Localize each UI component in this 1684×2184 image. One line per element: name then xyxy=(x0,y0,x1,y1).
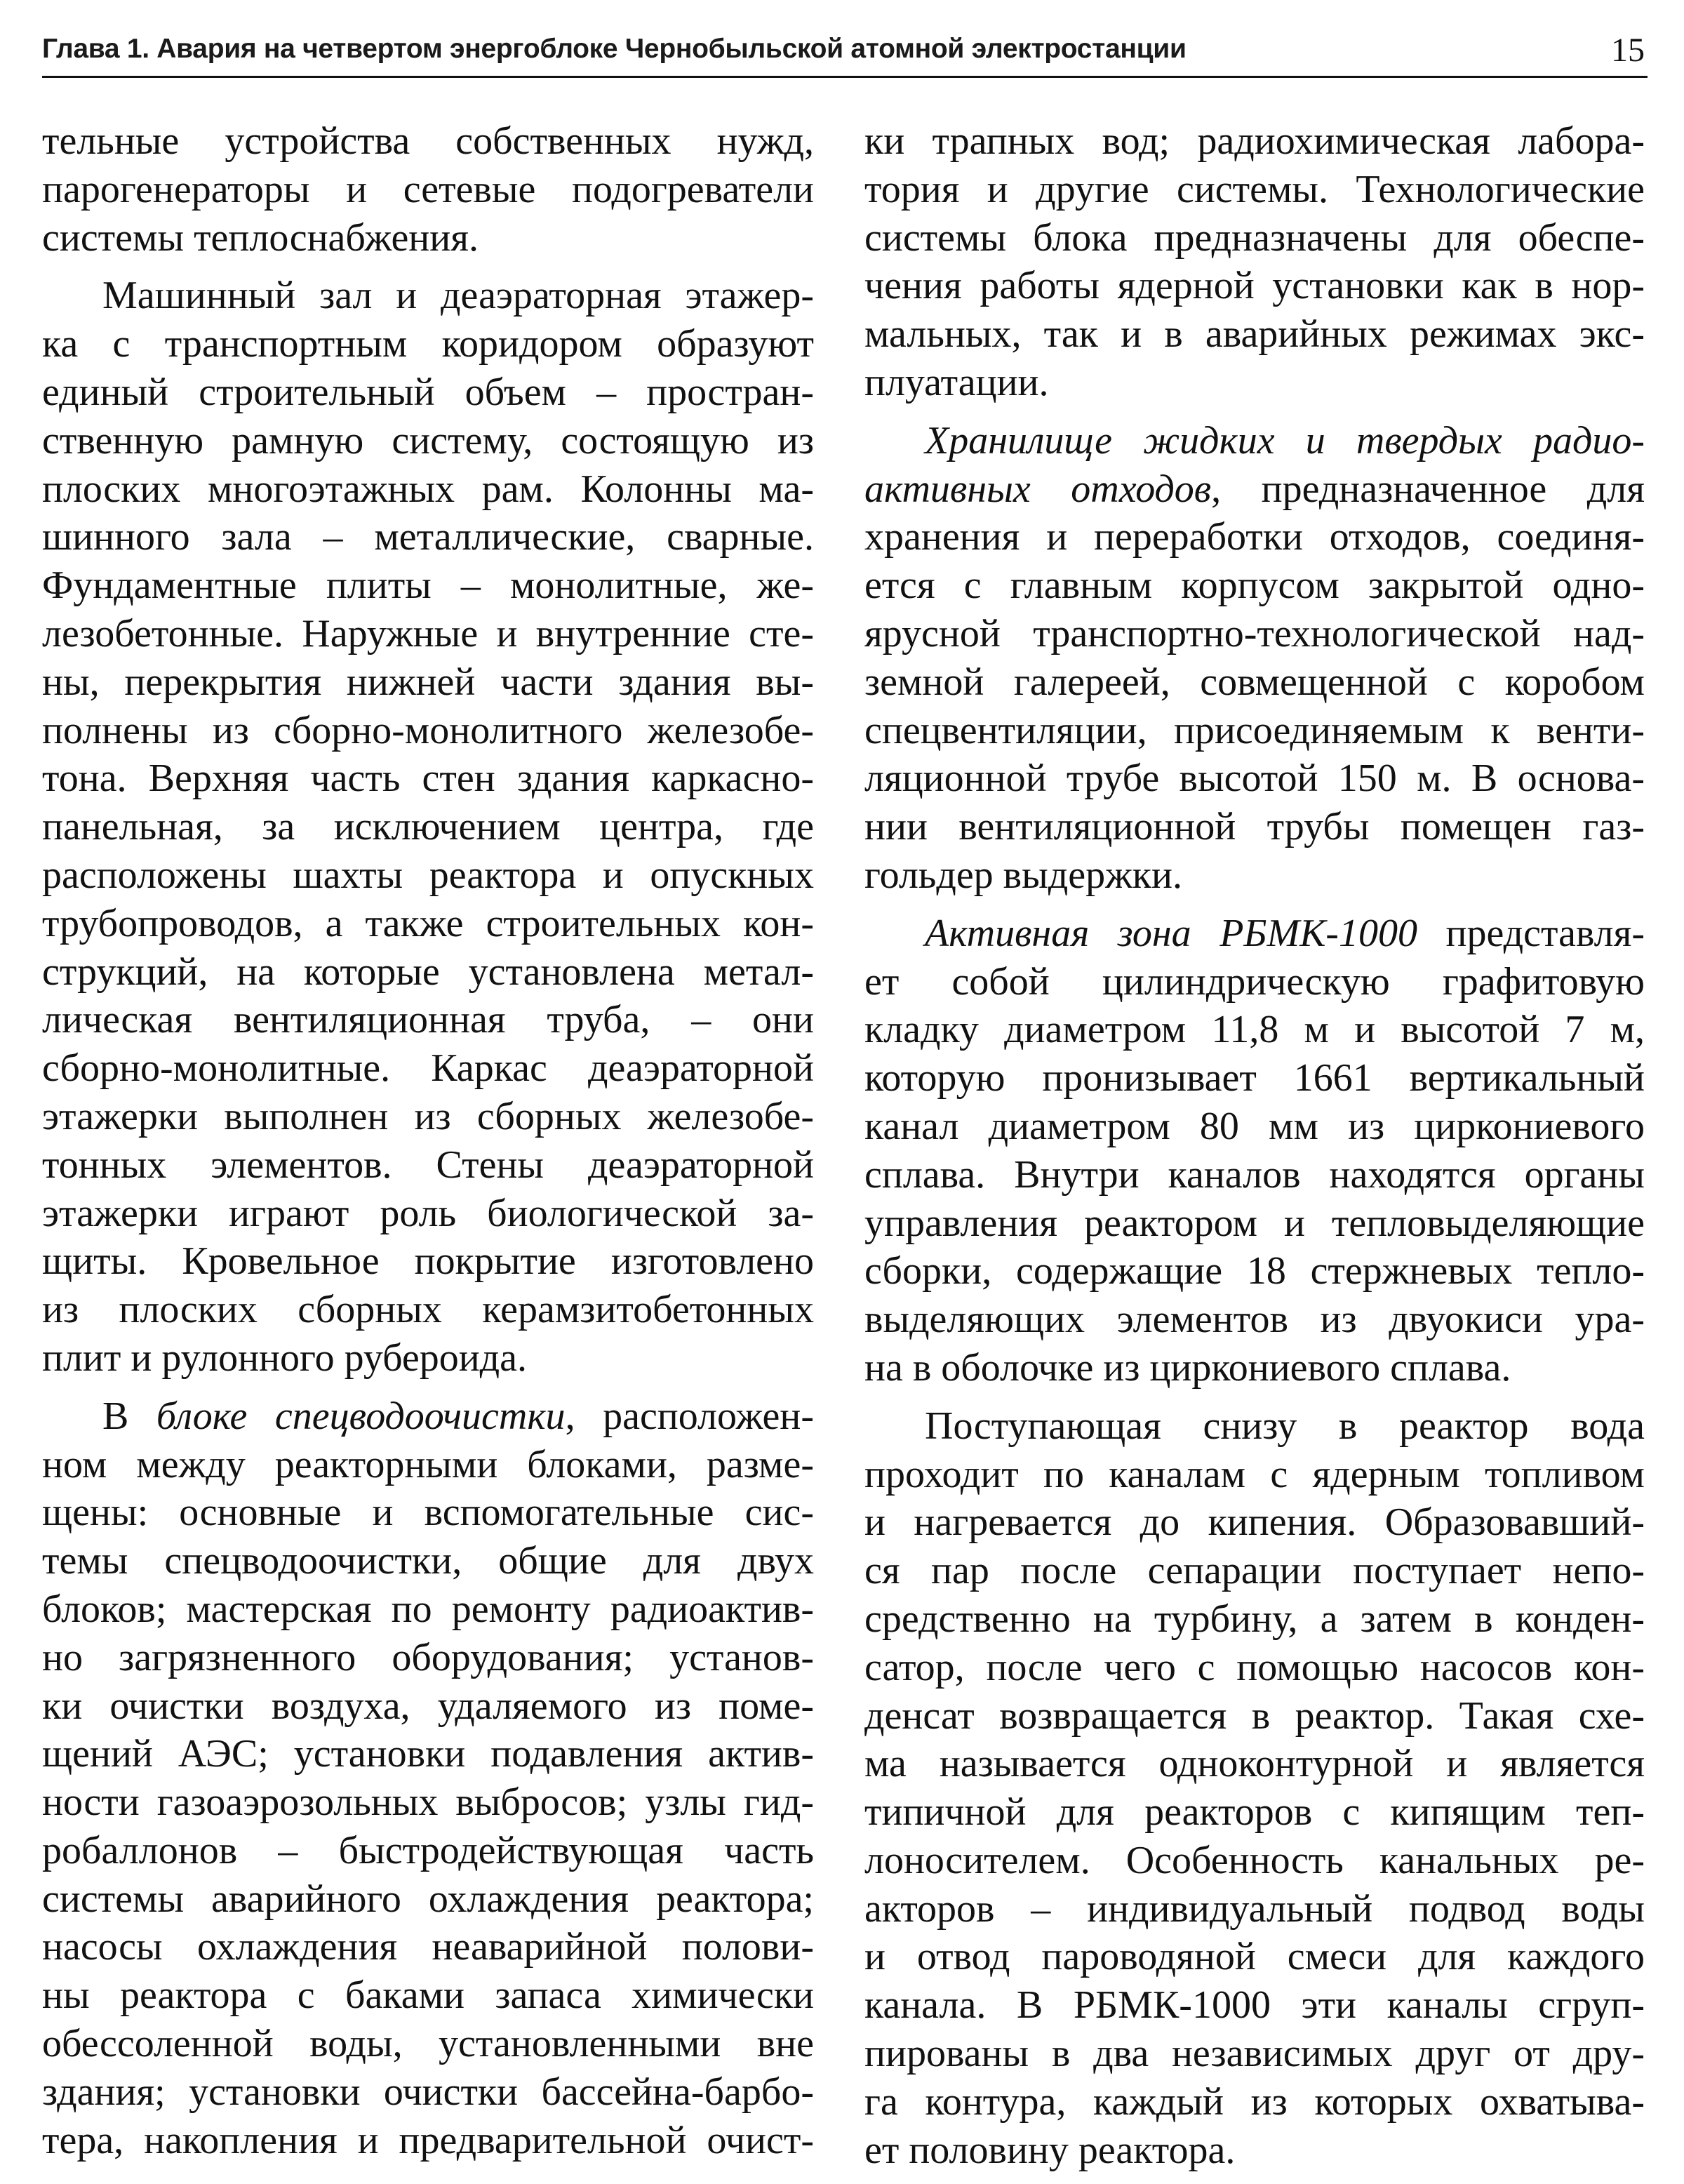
text-line: плоских многоэтажных рам. Колонны ма- xyxy=(42,467,814,511)
text-line: канал диаметром 80 мм из циркониевого xyxy=(864,1104,1645,1148)
text-line: выделяющих элементов из двуокиси ура- xyxy=(864,1298,1645,1342)
text-line: канала. В РБМК-1000 эти каналы сгруп- xyxy=(864,1983,1645,2027)
text-line: лезобетонные. Наружные и внутренние сте- xyxy=(42,611,814,655)
text-line: щений АЭС; установки подавления актив- xyxy=(42,1732,814,1776)
text-line: тельные устройства собственных нужд, xyxy=(42,119,814,163)
text-line: сборно-монолитные. Каркас деаэраторной xyxy=(42,1046,814,1091)
text-line: акторов – индивидуальный подвод воды xyxy=(864,1886,1645,1931)
text-line: тона. Верхняя часть стен здания каркасно- xyxy=(42,757,814,801)
text-line: типичной для реакторов с кипящим теп- xyxy=(864,1790,1645,1835)
text-segment: , расположен- xyxy=(565,1394,814,1438)
text-line: плуатации. xyxy=(864,360,1049,404)
text-line: ярусной транспортно-технологической над- xyxy=(864,611,1645,655)
text-line: Фундаментные плиты – монолитные, же- xyxy=(42,564,814,608)
text-line: щиты. Кровельное покрытие изготовлено xyxy=(42,1239,814,1284)
text-line: которую пронизывает 1661 вертикальный xyxy=(864,1056,1645,1100)
text-segment: В xyxy=(102,1394,156,1438)
text-line: сплава. Внутри каналов находятся органы xyxy=(864,1152,1645,1197)
text-line: хранения и переработки отходов, соединя- xyxy=(864,515,1645,559)
text-line: плит и рулонного рубероида. xyxy=(42,1336,528,1380)
text-line: ет собой цилиндрическую графитовую xyxy=(864,959,1645,1004)
text-line: ном между реакторными блоками, разме- xyxy=(42,1442,814,1486)
text-line: чения работы ядерной установки как в нор- xyxy=(864,264,1645,308)
text-line: ственную рамную систему, состоящую из xyxy=(42,418,814,462)
text-line xyxy=(864,465,1645,514)
text-line xyxy=(42,1392,814,1441)
text-line: лическая вентиляционная труба, – они xyxy=(42,998,814,1042)
text-line: тория и другие системы. Технологические xyxy=(864,167,1645,211)
text-line: управления реактором и тепловыделяющие xyxy=(864,1201,1645,1245)
text-line: насосы охлаждения неаварийной полови- xyxy=(42,1925,814,1969)
text-line: кладку диаметром 11,8 м и высотой 7 м, xyxy=(864,1008,1645,1052)
text-line: этажерки выполнен из сборных железобе- xyxy=(42,1094,814,1138)
text-line: тера, накопления и предварительной очист- xyxy=(42,2118,814,2162)
italic-term: блоке спецводоочистки xyxy=(156,1394,566,1438)
italic-term: Активная зона РБМК-1000 xyxy=(925,911,1417,955)
text-line: проходит по каналам с ядерным топливом xyxy=(864,1452,1645,1496)
text-line: тонных элементов. Стены деаэраторной xyxy=(42,1143,814,1187)
text-line: робаллонов – быстродействующая часть xyxy=(42,1828,814,1872)
text-segment: , предназначенное для xyxy=(1211,467,1645,511)
text-line: здания; установки очистки бассейна-барбо- xyxy=(42,2070,814,2114)
text-segment: представля- xyxy=(1417,911,1645,955)
text-line: системы блока предназначены для обеспе- xyxy=(864,215,1645,260)
text-line: панельная, за исключением центра, где xyxy=(42,805,814,849)
text-line: блоков; мастерская по ремонту радиоактив- xyxy=(42,1587,814,1631)
text-line: расположены шахты реактора и опускных xyxy=(42,853,814,897)
text-line: единый строительный объем – простран- xyxy=(42,370,814,414)
text-column-right xyxy=(864,117,1645,2184)
text-line: ляционной трубе высотой 150 м. В основа- xyxy=(864,757,1645,801)
text-line: на в оболочке из циркониевого сплава. xyxy=(864,1345,1511,1390)
text-line: и нагревается до кипения. Образовавший- xyxy=(864,1500,1645,1545)
text-line: ны, перекрытия нижней части здания вы- xyxy=(42,660,814,704)
text-line: ет половину реактора. xyxy=(864,2128,1236,2172)
text-line: ка с транспортным коридором образуют xyxy=(42,322,814,366)
text-line: спецвентиляции, присоединяемым к венти- xyxy=(864,708,1645,752)
text-line: сатор, после чего с помощью насосов кон- xyxy=(864,1645,1645,1689)
text-line: Поступающая снизу в реактор вода xyxy=(925,1404,1645,1448)
text-line: ки трапных вод; радиохимическая лабора- xyxy=(864,119,1645,163)
text-line: ма называется одноконтурной и является xyxy=(864,1742,1645,1786)
text-line: га контура, каждый из которых охватыва- xyxy=(864,2079,1645,2124)
text-line: и отвод пароводяной смеси для каждого xyxy=(864,1935,1645,1979)
text-line: Машинный зал и деаэраторная этажер- xyxy=(102,274,814,318)
paragraph xyxy=(42,272,814,1382)
text-line: этажерки играют роль биологической за- xyxy=(42,1191,814,1235)
chapter-title: Глава 1. Авария на четвертом энергоблоке Чернобыльской атомной электростанции xyxy=(42,34,1187,64)
text-line: из плоских сборных керамзитобетонных xyxy=(42,1288,814,1332)
text-line: ки очистки воздуха, удаляемого из поме- xyxy=(42,1684,814,1728)
text-line: трубопроводов, а также строительных кон- xyxy=(42,901,814,945)
text-line: парогенераторы и сетевые подогреватели xyxy=(42,167,814,211)
italic-term: Хранилище жидких и твердых радио- xyxy=(925,418,1645,462)
text-line: ности газоаэрозольных выбросов; узлы гид- xyxy=(42,1780,814,1825)
text-line: системы аварийного охлаждения реактора; xyxy=(42,1877,814,1921)
paragraph xyxy=(864,910,1645,1392)
running-header xyxy=(42,28,1648,78)
text-line: лоносителем. Особенность канальных ре- xyxy=(864,1838,1645,1882)
text-line: нии вентиляционной трубы помещен газ- xyxy=(864,805,1645,849)
paragraph xyxy=(864,1402,1645,2175)
text-line: ны реактора с баками запаса химически xyxy=(42,1973,814,2018)
text-line: щены: основные и вспомогательные сис- xyxy=(42,1491,814,1535)
text-line: струкций, на которые установлена метал- xyxy=(42,950,814,994)
text-column-left xyxy=(42,117,814,2174)
page-number: 15 xyxy=(1611,32,1645,69)
text-line xyxy=(864,417,1645,465)
text-line: гольдер выдержки. xyxy=(864,853,1182,897)
text-line: пированы в два независимых друг от дру- xyxy=(864,2032,1645,2076)
text-line: темы спецводоочистки, общие для двух xyxy=(42,1539,814,1583)
text-line: ся пар после сепарации поступает непо- xyxy=(864,1549,1645,1593)
text-line: обессоленной воды, установленными вне xyxy=(42,2022,814,2066)
text-line: шинного зала – металлические, сварные. xyxy=(42,515,814,559)
text-line: мальных, так и в аварийных режимах экс- xyxy=(864,312,1645,357)
text-line: но загрязненного оборудования; установ- xyxy=(42,1635,814,1679)
text-line: ется с главным корпусом закрытой одно- xyxy=(864,564,1645,608)
text-line: денсат возвращается в реактор. Такая схе- xyxy=(864,1693,1645,1738)
paragraph xyxy=(864,417,1645,900)
text-line: полнены из сборно-монолитного железобе- xyxy=(42,708,814,752)
paragraph xyxy=(42,117,814,262)
paragraph xyxy=(42,1392,814,2165)
paragraph xyxy=(864,117,1645,407)
italic-term: активных отходов xyxy=(864,467,1212,511)
text-line: земной галереей, совмещенной с коробом xyxy=(864,660,1645,704)
text-line: средственно на турбину, а затем в конден- xyxy=(864,1597,1645,1641)
text-line: сборки, содержащие 18 стержневых тепло- xyxy=(864,1249,1645,1293)
text-line xyxy=(864,910,1645,958)
text-line: системы теплоснабжения. xyxy=(42,215,479,260)
